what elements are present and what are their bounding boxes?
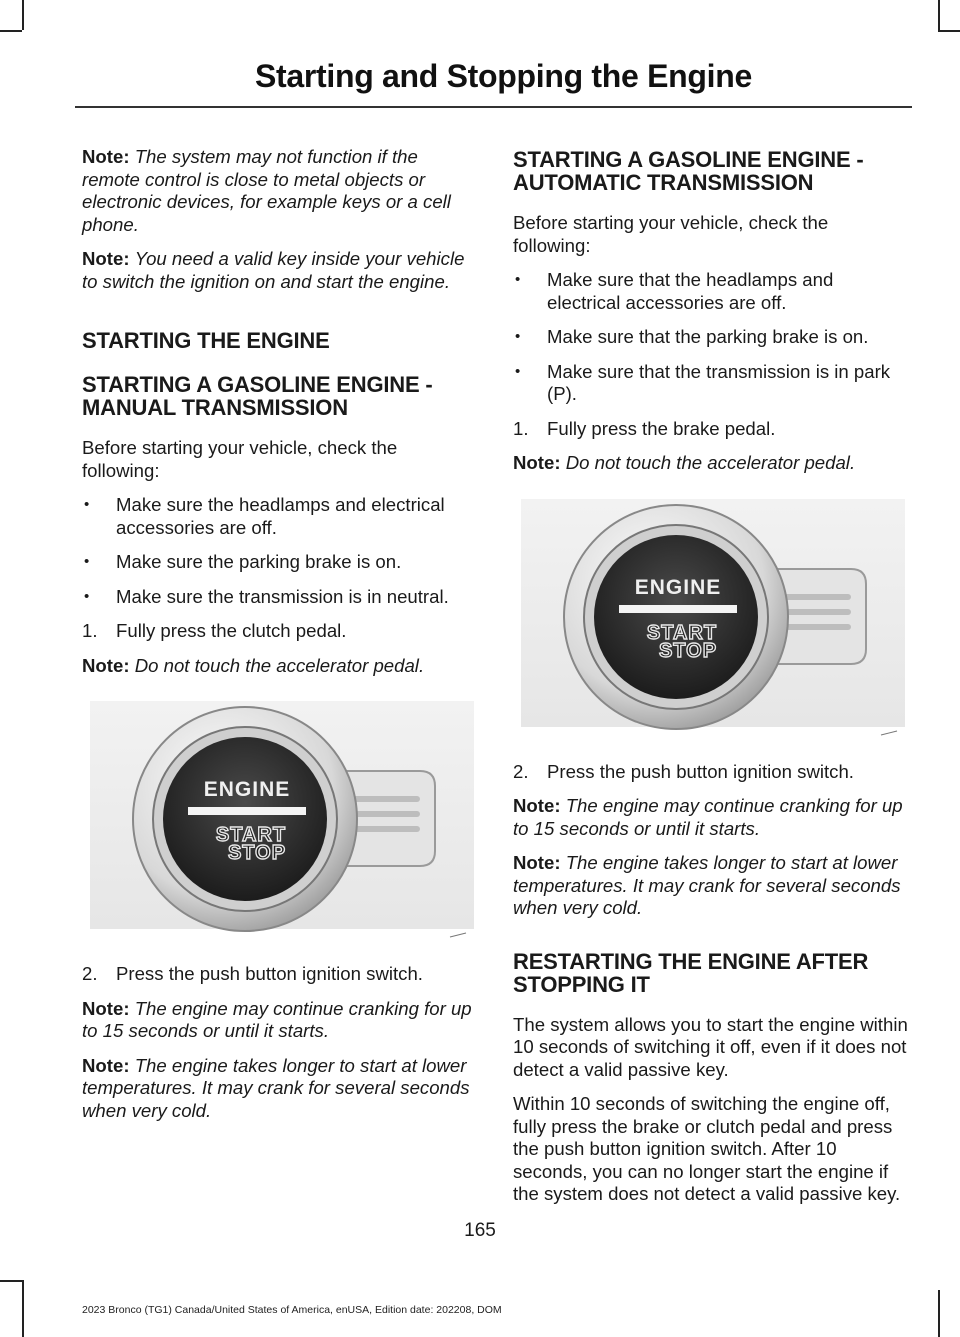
section-heading: STARTING THE ENGINE	[82, 328, 330, 353]
steps	[513, 418, 908, 441]
crop-mark	[0, 30, 22, 32]
engine-label: ENGINE	[203, 778, 291, 801]
note: Note: Do not touch the accelerator pedal.	[82, 654, 425, 676]
step-item: 2. Press the push button ignition switch.	[513, 760, 854, 782]
header-rule	[75, 106, 912, 108]
list-item: • Make sure that the headlamps and electrical accessories are off.	[515, 269, 834, 313]
subsection-heading: STARTING A GASOLINE ENGINE - AUTOMATIC TRANSMISSION	[513, 147, 864, 195]
page-number: 165	[464, 1220, 496, 1241]
engine-label: ENGINE	[634, 575, 722, 599]
start-stop-button-illustration	[513, 499, 908, 739]
crop-mark	[938, 0, 940, 30]
crop-mark	[22, 1280, 24, 1337]
note: Note: Do not touch the accelerator pedal.	[513, 452, 856, 473]
crop-mark	[0, 1280, 22, 1282]
checklist	[513, 269, 908, 406]
list-item: • Make sure the transmission is in neutral.	[84, 585, 449, 607]
body-text: Within 10 seconds of switching the engine off, fully press the brake or clutch pedal and press the push button ignition switch. After 10 seconds, you can no longer start the engine if the system does not detect a valid passive key.	[513, 1093, 901, 1204]
crop-mark	[938, 30, 960, 32]
stop-label: STOP	[658, 639, 718, 662]
steps	[82, 963, 477, 986]
crop-mark	[938, 1290, 940, 1337]
start-label: START	[215, 824, 287, 846]
step-item: 2. Press the push button ignition switch.	[82, 963, 423, 984]
edition-info: 2023 Bronco (TG1) Canada/United States of America, enUSA, Edition date: 202208, DOM	[82, 1304, 502, 1316]
step-item: 1. Fully press the brake pedal.	[513, 417, 776, 439]
note: Note: The engine takes longer to start at lower temperatures. It may crank for several seconds when very cold.	[513, 852, 901, 918]
step-item: 1. Fully press the clutch pedal.	[82, 620, 347, 641]
stop-label: STOP	[227, 842, 287, 864]
subsection-heading: STARTING A GASOLINE ENGINE - MANUAL TRANSMISSION	[82, 372, 433, 420]
note: Note: You need a valid key inside your vehicle to switch the ignition on and start the engine.	[82, 248, 465, 292]
note: Note: The engine may continue cranking for up to 15 seconds or until it starts.	[82, 997, 472, 1041]
checklist	[82, 494, 477, 608]
intro-text: Before starting your vehicle, check the following:	[513, 212, 829, 256]
body-text: The system allows you to start the engine within 10 seconds of switching it off, even if it does not detect a valid passive key.	[513, 1013, 908, 1080]
page-title: Starting and Stopping the Engine	[254, 58, 752, 94]
list-item: • Make sure that the transmission is in park (P).	[515, 360, 891, 404]
intro-text: Before starting your vehicle, check the following:	[82, 437, 398, 481]
list-item: • Make sure that the parking brake is on.	[515, 326, 869, 347]
steps	[513, 761, 908, 784]
note: Note: The engine may continue cranking for up to 15 seconds or until it starts.	[513, 795, 903, 839]
list-item: • Make sure the parking brake is on.	[84, 551, 402, 572]
list-item: • Make sure the headlamps and electrical accessories are off.	[84, 494, 445, 538]
start-stop-button-illustration	[82, 701, 477, 941]
crop-mark	[22, 0, 24, 30]
note: Note: The engine takes longer to start at lower temperatures. It may crank for several seconds when very cold.	[82, 1054, 470, 1121]
steps	[82, 620, 477, 643]
right-column	[513, 146, 908, 1218]
left-column	[82, 146, 477, 1134]
start-label: START	[646, 621, 718, 644]
note: Note: The system may not function if the remote control is close to metal objects or electronic devices, for example keys or a cell phone.	[82, 146, 451, 235]
subsection-heading: RESTARTING THE ENGINE AFTER STOPPING IT	[513, 948, 869, 997]
